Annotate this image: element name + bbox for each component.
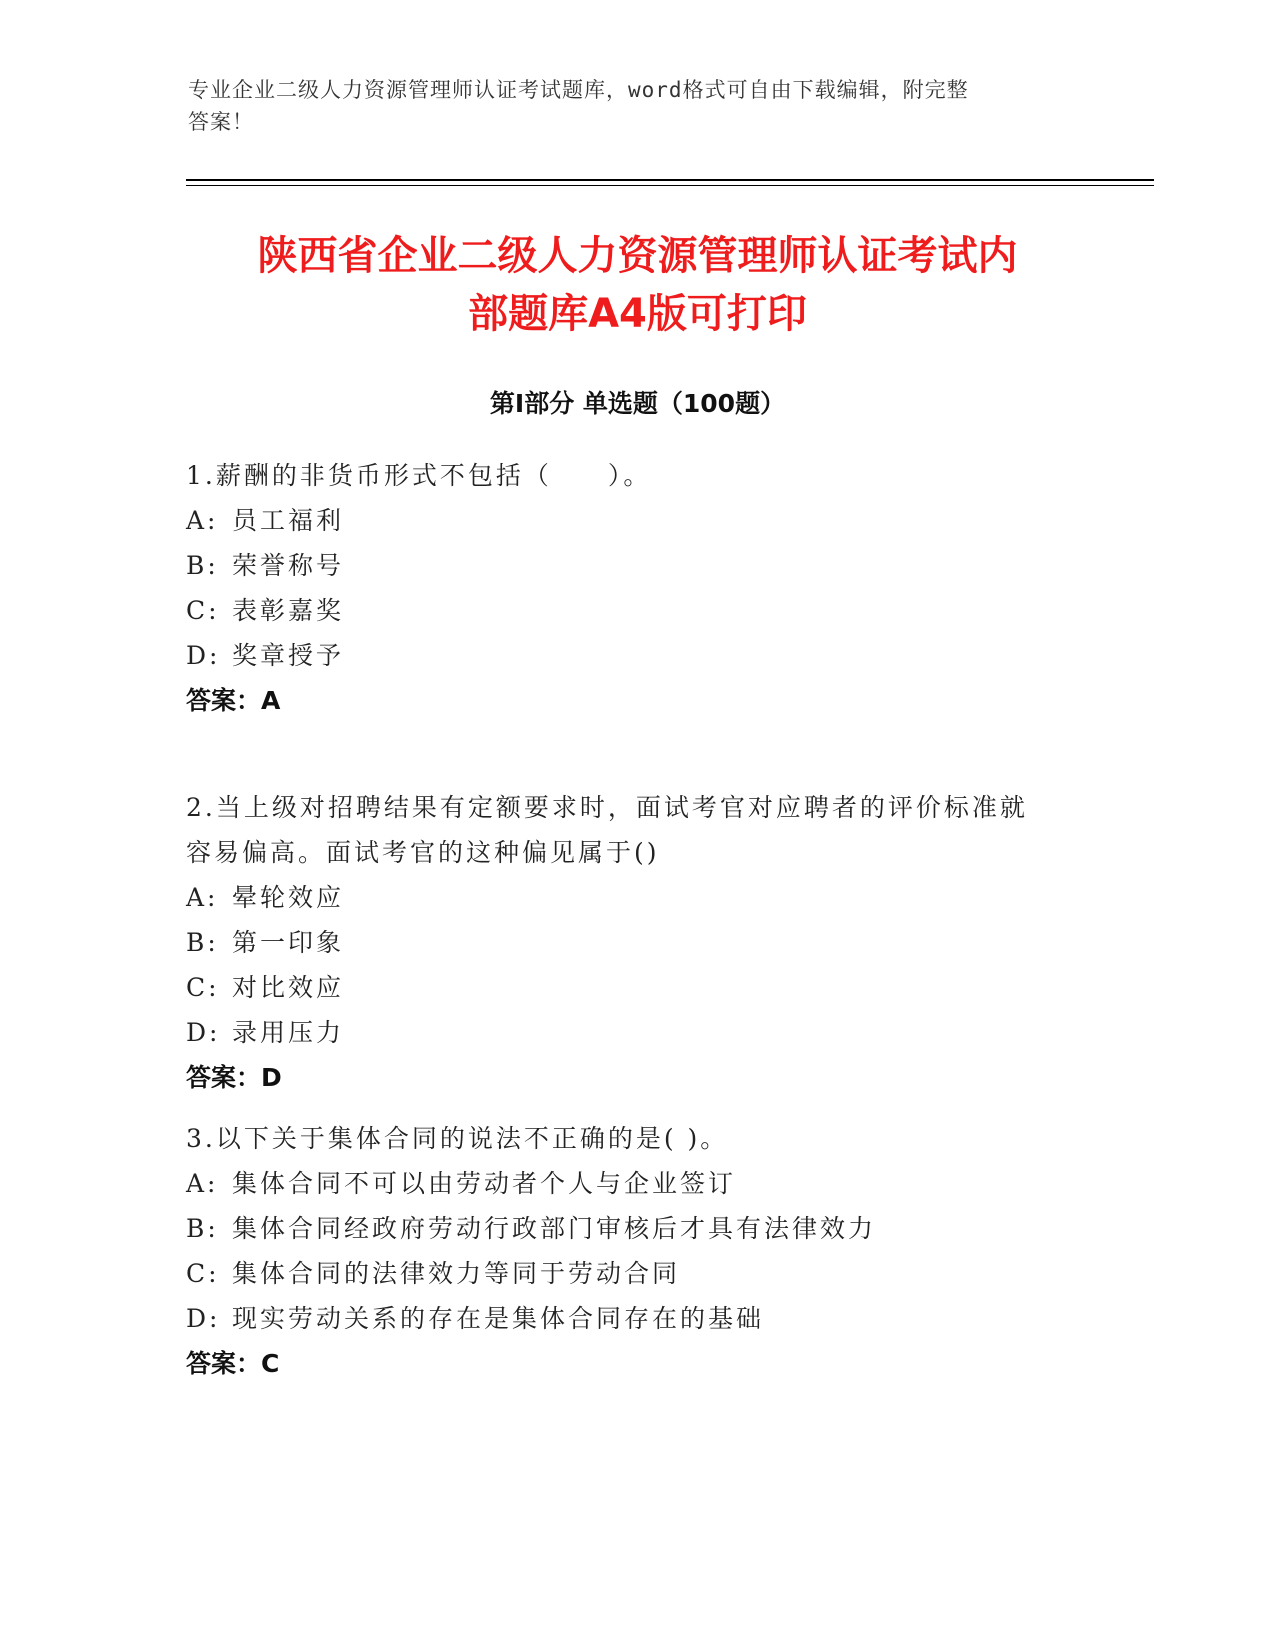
question-stem-line-1: 2.当上级对招聘结果有定额要求时，面试考官对应聘者的评价标准就 xyxy=(186,793,1028,822)
question-stem-line-2: 容易偏高。面试考官的这种偏见属于() xyxy=(186,838,660,867)
option-a xyxy=(186,1161,1106,1206)
option-text: 晕轮效应 xyxy=(232,883,345,912)
option-text: 现实劳动关系的存在是集体合同存在的基础 xyxy=(232,1304,765,1333)
option-text: 对比效应 xyxy=(232,973,345,1002)
option-d xyxy=(186,1010,1106,1055)
option-a xyxy=(186,875,1106,920)
option-text: 录用压力 xyxy=(232,1018,345,1047)
option-text: 荣誉称号 xyxy=(232,551,345,580)
option-text: 员工福利 xyxy=(232,506,345,535)
answer: 答案：C xyxy=(186,1349,280,1378)
option-b xyxy=(186,920,1106,965)
option-text: 集体合同不可以由劳动者个人与企业签订 xyxy=(232,1169,737,1198)
option-c xyxy=(186,1251,1106,1296)
question-2 xyxy=(186,785,1106,1100)
section-title: 第I部分 单选题（100题） xyxy=(489,389,786,418)
header-description xyxy=(188,74,1088,138)
option-letter: B: xyxy=(186,551,219,580)
header-line-2: 答案！ xyxy=(188,110,254,134)
header-divider-thick xyxy=(186,179,1154,181)
title-line-1: 陕西省企业二级人力资源管理师认证考试内 xyxy=(257,233,1018,279)
option-text: 表彰嘉奖 xyxy=(232,596,345,625)
option-letter: C: xyxy=(186,1259,220,1288)
header-divider-thin xyxy=(186,185,1154,186)
option-d xyxy=(186,1296,1106,1341)
option-letter: A: xyxy=(186,883,219,912)
option-d xyxy=(186,633,1106,678)
option-letter: B: xyxy=(186,928,219,957)
option-letter: D: xyxy=(186,1018,221,1047)
option-text: 集体合同经政府劳动行政部门审核后才具有法律效力 xyxy=(232,1214,877,1243)
title-line-2: 部题库A4版可打印 xyxy=(468,291,807,337)
option-letter: C: xyxy=(186,596,220,625)
option-letter: A: xyxy=(186,506,219,535)
option-letter: B: xyxy=(186,1214,219,1243)
option-letter: A: xyxy=(186,1169,219,1198)
option-text: 集体合同的法律效力等同于劳动合同 xyxy=(232,1259,681,1288)
option-c xyxy=(186,588,1106,633)
question-stem: 1.薪酬的非货币形式不包括（ ）。 xyxy=(186,461,652,490)
document-title xyxy=(140,227,1135,343)
question-stem: 3.以下关于集体合同的说法不正确的是( )。 xyxy=(186,1124,729,1153)
option-letter: D: xyxy=(186,1304,221,1333)
option-b xyxy=(186,1206,1106,1251)
option-a xyxy=(186,498,1106,543)
answer: 答案：D xyxy=(186,1063,282,1092)
question-3 xyxy=(186,1116,1106,1386)
header-line-1: 专业企业二级人力资源管理师认证考试题库，word格式可自由下载编辑，附完整 xyxy=(188,78,969,102)
answer: 答案：A xyxy=(186,686,281,715)
option-b xyxy=(186,543,1106,588)
option-c xyxy=(186,965,1106,1010)
option-letter: C: xyxy=(186,973,220,1002)
option-text: 第一印象 xyxy=(232,928,345,957)
question-1 xyxy=(186,453,1106,723)
option-letter: D: xyxy=(186,641,221,670)
option-text: 奖章授予 xyxy=(232,641,345,670)
